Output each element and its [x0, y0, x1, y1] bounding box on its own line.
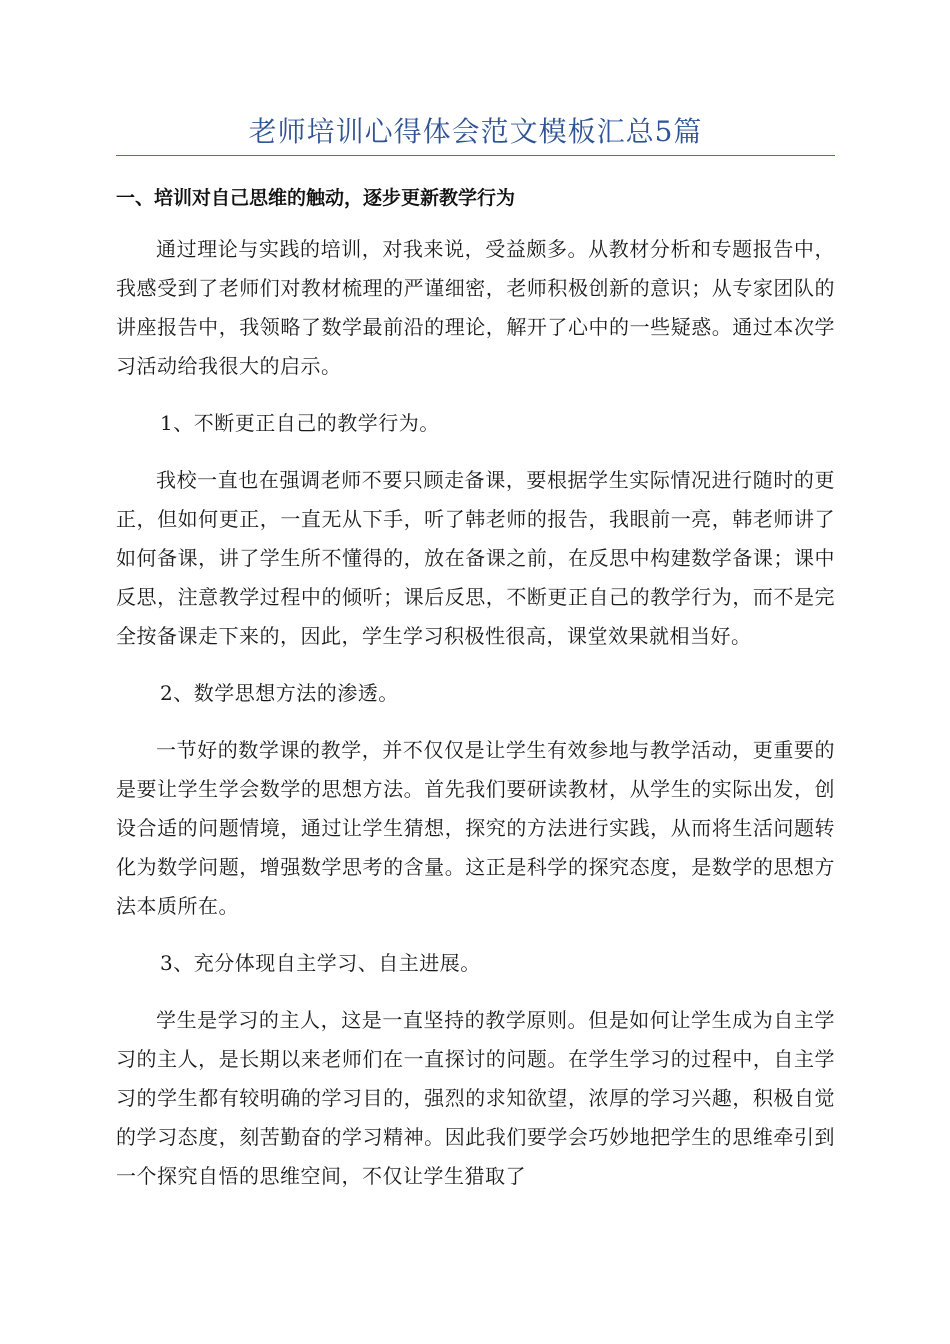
paragraph-2: 一节好的数学课的教学，并不仅仅是让学生有效参地与教学活动，更重要的是要让学生学会数学的思想方法。首先我们要研读教材，从学生的实际出发，创设合适的问题情境，通过让学生猜想，探究的方法进行实践，从而将生活问题转化为数学问题，增强数学思考的含量。这正是科学的探究态度，是数学的思想方法本质所在。 — [116, 738, 835, 918]
document-title: 老师培训心得体会范文模板汇总5篇 — [248, 115, 703, 148]
subheading-1: 1、不断更正自己的教学行为。 — [160, 411, 440, 435]
section-heading: 一、培训对自己思维的触动，逐步更新教学行为 — [116, 187, 516, 209]
paragraph-3: 学生是学习的主人，这是一直坚持的教学原则。但是如何让学生成为自主学习的主人，是长期以来老师们在一直探讨的问题。在学生学习的过程中，自主学习的学生都有较明确的学习目的，强烈的求知欲望，浓厚的学习兴趣，积极自觉的学习态度，刻苦勤奋的学习精神。因此我们要学会巧妙地把学生的思维牵引到一个探究自悟的思维空间，不仅让学生猎取了 — [116, 1008, 835, 1188]
paragraph-1: 我校一直也在强调老师不要只顾走备课，要根据学生实际情况进行随时的更正，但如何更正，一直无从下手，听了韩老师的报告，我眼前一亮，韩老师讲了如何备课，讲了学生所不懂得的，放在备课之前，在反思中构建数学备课；课中反思，注意教学过程中的倾听；课后反思，不断更正自己的教学行为，而不是完全按备课走下来的，因此，学生学习积极性很高，课堂效果就相当好。 — [116, 468, 835, 648]
paragraph-intro: 通过理论与实践的培训，对我来说，受益颇多。从教材分析和专题报告中，我感受到了老师们对教材梳理的严谨细密，老师积极创新的意识；从专家团队的讲座报告中，我领略了数学最前沿的理论，解开了心中的一些疑惑。通过本次学习活动给我很大的启示。 — [116, 237, 835, 378]
subheading-3: 3、充分体现自主学习、自主进展。 — [160, 951, 481, 975]
subheading-2: 2、数学思想方法的渗透。 — [160, 681, 399, 705]
document-page — [116, 112, 835, 1196]
title-underline — [116, 155, 835, 156]
